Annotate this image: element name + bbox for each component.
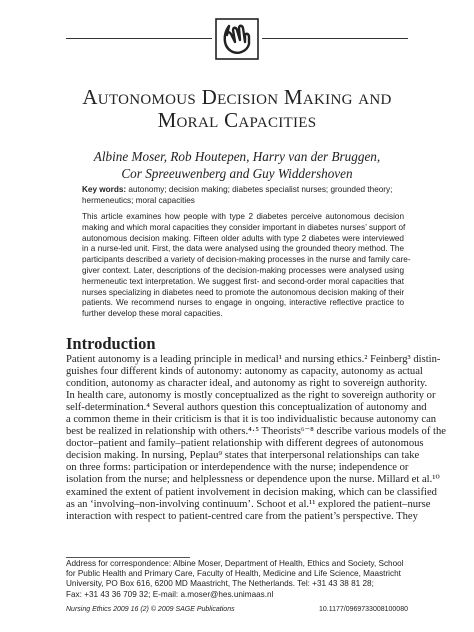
authors-line: Cor Spreeuwenberg and Guy Widdershoven <box>121 166 353 181</box>
authors-line: Albine Moser, Rob Houtepen, Harry van der Bruggen, <box>93 149 381 164</box>
abstract <box>82 212 411 320</box>
abstract-line: in a nurse-led unit. First, the data were analysed using the grounded theory method. The <box>82 244 404 254</box>
abstract-line: giver context. Later, descriptions of the decision-making processes were analysed using <box>82 265 404 275</box>
doi: 10.1177/0969733008100080 <box>318 606 408 613</box>
header-rule-left <box>66 38 212 39</box>
section-heading-introduction: Introduction <box>66 334 156 353</box>
abstract-line: patients. We recommend nurses to engage in ongoing, interactive reflective practice to <box>82 298 404 308</box>
keywords-line: hermeneutics; moral capacities <box>82 195 195 205</box>
body-line: isolation from the nurse; and helplessness or dependence upon the nurse. Millard et al.¹⁰ <box>66 474 440 486</box>
body-line: doctor–patient and family–patient relationship with different degrees of autonomous <box>66 438 424 450</box>
body-line: on three forms: participation or interdependence with the nurse; independence or <box>66 462 409 474</box>
abstract-line: autonomous decision making. Fifteen older adults with type 2 diabetes were interviewed <box>82 233 404 243</box>
author-list <box>0 148 474 182</box>
body-line: a common theme in their criticism is that it is too individualistic because autonomy can <box>66 414 437 426</box>
body-line: best be realized in relationship with others.⁴·⁵ Theorists⁶⁻⁸ describe various models of the <box>66 426 446 438</box>
title-line: Autonomous Decision Making and <box>82 85 392 109</box>
body-line: decision making. In nursing, Peplau⁹ states that interpersonal relationships can take <box>66 450 420 462</box>
body-line: examined the extent of patient involvement in decision making, which can be classified <box>66 486 437 498</box>
body-line: Patient autonomy is a leading principle in medical¹ and nursing ethics.² Feinberg³ distin- <box>66 354 441 365</box>
footnote-line: University, PO Box 616, 6200 MD Maastricht, The Netherlands. Tel: +31 43 38 81 28; <box>66 579 374 589</box>
article-title <box>0 86 474 132</box>
body-line: guishes four different kinds of autonomy: autonomy as capacity, autonomy as actual <box>66 366 423 378</box>
abstract-line: nurses specializing in diabetes need to promote the autonomous decision making of their <box>82 287 405 297</box>
journal-citation: Nursing Ethics 2009 16 (2) © 2009 SAGE Publications <box>66 606 235 613</box>
abstract-line: making and which moral capacities they consider important in diabetes nurses’ support of <box>82 222 406 232</box>
body-line: condition, autonomy as character ideal, and autonomy as right to sovereign authority. <box>66 378 428 390</box>
correspondence-footnote <box>66 559 406 600</box>
abstract-line: hermeneutic text interpretation. We suggest first- and second-order moral capacities that <box>82 276 404 286</box>
footnote-line: Fax: +31 43 36 709 32; E-mail: a.moser@hes.unimaas.nl <box>66 589 274 599</box>
abstract-line: participants described a variety of decision-making processes in the nurse and family care- <box>82 255 411 265</box>
abstract-line: This article examines how people with type 2 diabetes perceive autonomous decision <box>82 212 404 221</box>
body-line: In health care, autonomy is mostly conceptualized as the right to sovereign authority or <box>66 390 436 402</box>
introduction-body <box>66 354 446 523</box>
header-rule-right <box>262 38 408 39</box>
keywords-label: Key words: <box>82 185 127 194</box>
body-line: self-determination.⁴ Several authors question this conceptualization of autonomy and <box>66 402 427 414</box>
footnote-line: for Public Health and Primary Care, Faculty of Health, Medicine and Life Science, Maastricht <box>66 569 401 579</box>
footnote-line: Address for correspondence: Albine Moser, Department of Health, Ethics and Society, School <box>66 559 404 568</box>
keywords-block <box>82 185 398 206</box>
hand-in-circle-logo-icon <box>215 18 259 60</box>
keywords-line: autonomy; decision making; diabetes specialist nurses; grounded theory; <box>128 185 393 194</box>
body-line: as an ‘involving–non-involving continuum’. Schoot et al.¹¹ explored the patient–nurse <box>66 498 431 510</box>
footnote-divider <box>66 557 190 558</box>
title-line: Moral Capacities <box>157 108 317 132</box>
body-line: interaction with respect to patient-centred care from the patient’s perspective. They <box>66 510 418 522</box>
abstract-line: further develop these moral capacities. <box>82 309 223 319</box>
